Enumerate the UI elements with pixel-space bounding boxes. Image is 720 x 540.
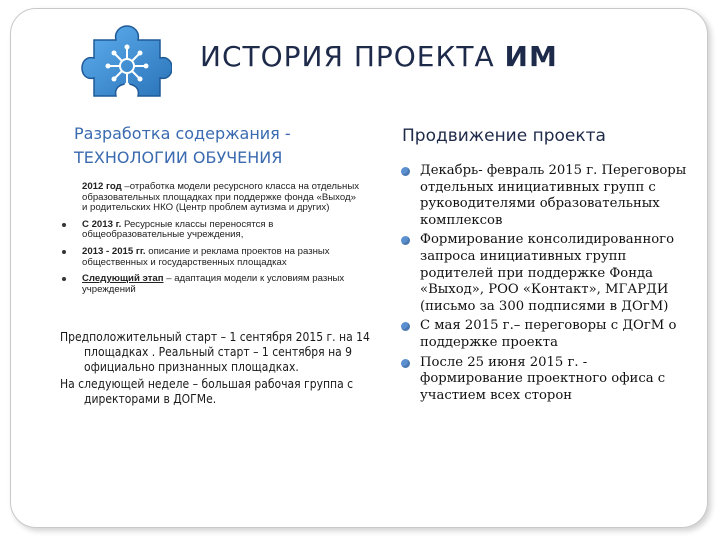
bullet-icon — [401, 359, 410, 368]
right-bullet-list — [398, 163, 694, 407]
list-item: Декабрь- февраль 2015 г. Переговоры отдельных инициативных групп с руководителями образовательных комплексов — [398, 163, 694, 229]
puzzle-piece-icon — [80, 18, 172, 102]
bullet-icon — [401, 322, 410, 331]
list-item: После 25 июня 2015 г. - формирование проектного офиса с участием всех сторон — [398, 355, 694, 405]
list-item: 2012 год –отработка модели ресурсного класса на отдельных образовательных площадках при поддержке фонда «Выход» и родительских НКО (Центр проблем аутизма и других) — [82, 181, 360, 214]
list-item: Следующий этап – адаптация модели к условиям разных учреждений — [62, 274, 362, 295]
list-item: 2013 - 2015 гг. описание и реклама проектов на разных общественных и государственных площадках — [62, 247, 362, 268]
list-item: Формирование консолидированного запроса инициативных групп родителей при поддержке Фонда «Выход», РОО «Контакт», МГАРДИ (письмо за 300 подписями в ДОгМ) — [398, 232, 694, 315]
page-title: ИСТОРИЯ ПРОЕКТА ИМ — [200, 40, 558, 73]
paragraph: Предположительный старт – 1 сентября 2015 г. на 14 площадках . Реальный старт – 1 сентября на 9 официально признанных площадках. — [60, 330, 370, 374]
right-section-heading: Продвижение проекта — [402, 126, 606, 146]
list-item: С мая 2015 г.– переговоры с ДОгМ о поддержке проекта — [398, 318, 694, 351]
left-bullet-list — [62, 182, 362, 301]
paragraph: На следующей неделе – большая рабочая группа с директорами в ДОГМе. — [60, 377, 354, 406]
left-section-heading: Разработка содержания - ТЕХНОЛОГИИ ОБУЧЕНИЯ — [74, 124, 291, 167]
bullet-icon — [401, 167, 410, 176]
left-paragraphs — [60, 330, 376, 409]
list-item: С 2013 г. Ресурсные классы переносятся в общеобразовательные учреждения, — [62, 220, 362, 241]
bullet-icon — [401, 236, 410, 245]
